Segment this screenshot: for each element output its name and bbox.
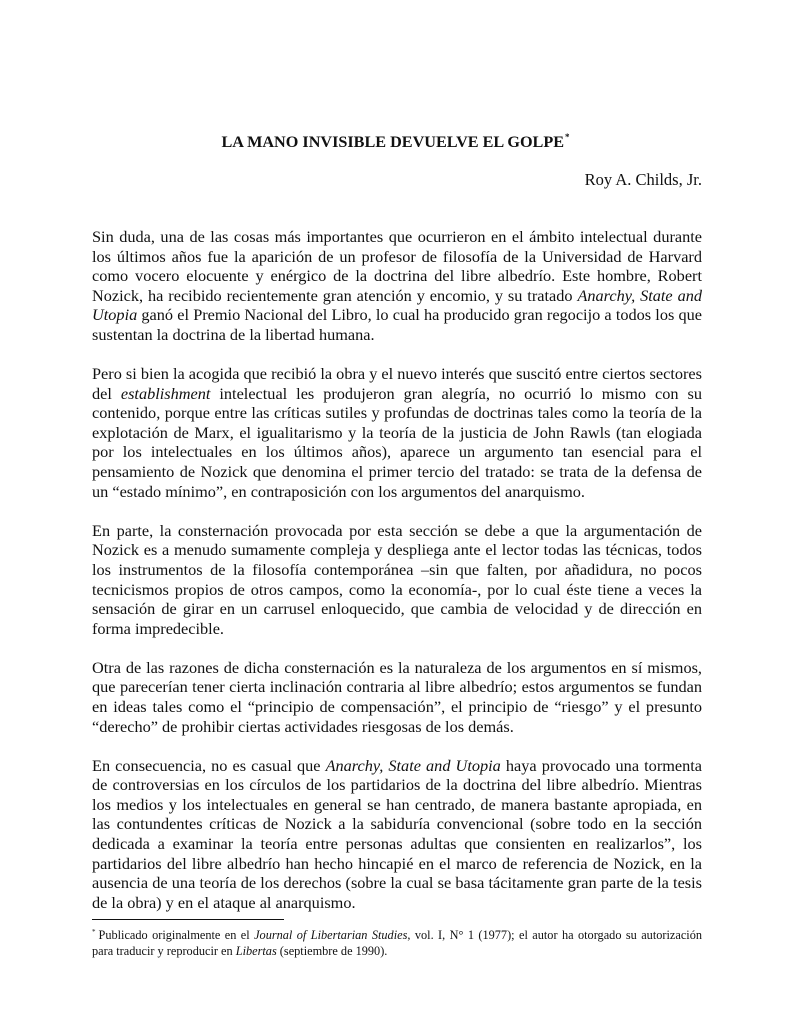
document-body bbox=[92, 227, 702, 932]
text-segment: , vol. I, N° 1 (1977); el autor ha otorgado su autorización para traducir y reproducir en bbox=[92, 928, 702, 958]
paragraph-3 bbox=[92, 521, 702, 639]
term-italic: establishment bbox=[120, 383, 211, 403]
book-title-italic: Anarchy, State and Utopia bbox=[92, 285, 702, 325]
journal-title-italic: Journal of Libertarian Studies bbox=[254, 928, 408, 942]
author-name: Roy A. Childs, Jr. bbox=[584, 170, 702, 189]
footnote-separator bbox=[92, 919, 284, 920]
paragraph-2 bbox=[92, 364, 702, 501]
text-segment: Pero si bien la acogida que recibió la obra y el nuevo interés que suscitó entre ciertos sectores del bbox=[92, 364, 702, 403]
text-segment: ganó el Premio Nacional del Libro, lo cual ha producido gran regocijo a todos los que sustentan la doctrina de la libertad humana. bbox=[92, 305, 702, 344]
text-segment: Otra de las razones de dicha consternación es la naturaleza de los argumentos en sí mismos, que parecerían tener cierta inclinación contraria al libre albedrío; estos argumentos se fundan en ideas tales como el “principio de compensación”, el principio de “riesgo” y el presunto “derecho” de prohibir ciertas actividades riesgosas de los demás. bbox=[92, 657, 702, 736]
paragraph-1 bbox=[92, 227, 702, 345]
text-segment: intelectual les produjeron gran alegría, no ocurrió lo mismo con su contenido, porque entre las críticas sutiles y profundas de doctrinas tales como la teoría de la explotación de Marx, el igualitarismo y la teoría de la justicia de John Rawls (tan elogiada por los intelectuales en los últimos años), aparece un argumento tan esencial para el pensamiento de Nozick que denomina el primer tercio del tratado: se trata de la defensa de un “estado mínimo”, en contraposición con los argumentos del anarquismo. bbox=[92, 383, 702, 501]
text-segment: En consecuencia, no es casual que bbox=[92, 755, 326, 775]
title-footnote-marker[interactable]: * bbox=[565, 132, 570, 142]
paragraph-5 bbox=[92, 756, 702, 913]
book-title-italic: Anarchy, State and Utopia bbox=[325, 755, 501, 775]
document-title bbox=[0, 132, 791, 152]
text-segment: Sin duda, una de las cosas más importantes que ocurrieron en el ámbito intelectual durante los últimos años fue la aparición de un profesor de filosofía de la Universidad de Harvard como vocero elocuente y enérgico de la doctrina del libre albedrío. Este hombre, Robert Nozick, ha recibido recientemente gran atención y encomio, y su tratado bbox=[92, 227, 702, 305]
text-segment: En parte, la consternación provocada por esta sección se debe a que la argumentación de Nozick es a menudo sumamente compleja y despliega ante el lector todas las técnicas, todos los instrumentos de la filosofía contemporánea –sin que falten, por añadidura, no pocos tecnicismos propios de otros campos, como la economía-, por lo cual éste tiene a veces la sensación de girar en un carrusel enloquecido, que cambia de velocidad y de dirección en forma impredecible. bbox=[92, 520, 702, 638]
title-text: LA MANO INVISIBLE DEVUELVE EL GOLPE bbox=[221, 133, 565, 151]
text-segment: (septiembre de 1990). bbox=[276, 943, 388, 958]
text-segment: haya provocado una tormenta de controversias en los círculos de los partidarios de la doctrina del libre albedrío. Mientras los medios y los intelectuales en general se han centrado, de manera bastante apropiada, en las contundentes críticas de Nozick a la sabiduría convencional (sobre todo en la sección dedicada a examinar la teoría entre personas adultas que consienten en realizarlos”, los partidarios del libre albedrío han hecho hincapié en el marco de referencia de Nozick, en la ausencia de una teoría de los derechos (sobre la cual se basa tácitamente gran parte de la tesis de la obra) y en el ataque al anarquismo. bbox=[92, 755, 703, 912]
paragraph-4 bbox=[92, 658, 702, 736]
publication-title-italic: Libertas bbox=[235, 943, 277, 958]
footnote bbox=[92, 925, 702, 959]
footnote-marker: * bbox=[92, 928, 96, 936]
text-segment: Publicado originalmente en el bbox=[98, 928, 255, 942]
